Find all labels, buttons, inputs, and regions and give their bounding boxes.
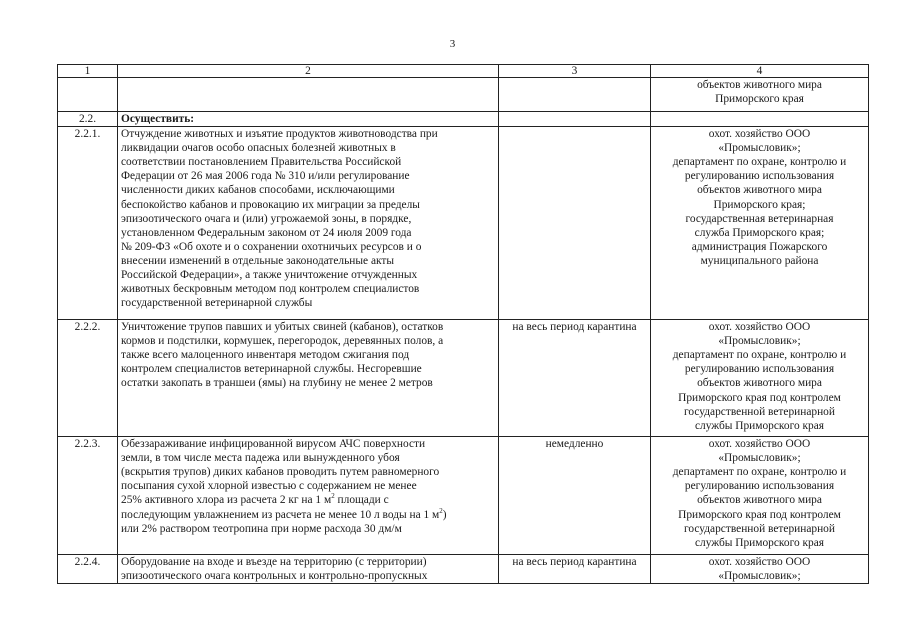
measures-table <box>57 64 869 584</box>
row-text <box>118 78 499 112</box>
table-row <box>58 78 869 112</box>
row-text: Уничтожение трупов павших и убитых свиней (кабанов), остатков кормов и подстилки, кормушек, перегородок, деревянных полов, а также всего малоценного инвентаря методом сжигания под контролем специалистов ветеринарной службы. Несгоревшие остатки закопать в траншеи (ямы) на глубину не менее 2 метров <box>118 320 499 437</box>
header-col-2: 2 <box>118 65 499 78</box>
table-row <box>58 437 869 555</box>
table-header-row <box>58 65 869 78</box>
page-number: 3 <box>449 38 456 50</box>
row-number: 2.2. <box>58 112 118 127</box>
row-period <box>499 127 651 320</box>
row-text-line: или 2% раствором теотропина при норме расхода 30 дм/м <box>121 522 402 535</box>
row-period <box>499 112 651 127</box>
text-fragment: площади с <box>334 494 389 507</box>
row-number: 2.2.4. <box>58 555 118 584</box>
table-row <box>58 320 869 437</box>
row-period: немедленно <box>499 437 651 555</box>
row-text: Оборудование на входе и въезде на территорию (с территории) эпизоотического очага контрольных и контрольно-пропускных <box>118 555 499 584</box>
row-text-line: земли, в том числе места падежа или вынужденного убоя <box>121 452 400 465</box>
row-text: Отчуждение животных и изъятие продуктов животноводства при ликвидации очагов особо опасных болезней животных в соответствии постановлением Правительства Российской Федерации от 26 мая 2006 года № 310 и/или регулирование численности диких кабанов способами, исключающими беспокойство кабанов и провокацию их миграции за пределы эпизоотического очага и (или) угрожаемой зоны, в порядке, установленном Федеральным законом от 24 июля 2009 года № 209-ФЗ «Об охоте и о сохранении охотничьих ресурсов и о внесении изменений в отдельные законодательные акты Российской Федерации», а также уничтожение отчужденных животных бескровным методом под контролем специалистов государственной ветеринарной службы <box>118 127 499 320</box>
table-row <box>58 112 869 127</box>
row-period: на весь период карантина <box>499 320 651 437</box>
row-responsible: охот. хозяйство ООО «Промысловик»; департамент по охране, контролю и регулированию использования объектов животного мира Приморского края под контролем государственной ветеринарной службы Приморского края <box>651 320 869 437</box>
table-row <box>58 127 869 320</box>
row-period <box>499 78 651 112</box>
row-responsible: охот. хозяйство ООО «Промысловик»; департамент по охране, контролю и регулированию использования объектов животного мира Приморского края; государственная ветеринарная служба Приморского края; администрация Пожарского муниципального района <box>651 127 869 320</box>
row-text-line <box>121 508 495 522</box>
header-col-4: 4 <box>651 65 869 78</box>
row-text-line <box>121 493 495 507</box>
row-text: Осуществить: <box>118 112 499 127</box>
header-col-1: 1 <box>58 65 118 78</box>
row-responsible: охот. хозяйство ООО «Промысловик»; департамент по охране, контролю и регулированию использования объектов животного мира Приморского края под контролем государственной ветеринарной службы Приморского края <box>651 437 869 555</box>
row-number <box>58 78 118 112</box>
text-fragment: последующим увлажнением из расчета не менее 10 л воды на 1 м <box>121 508 440 521</box>
row-number: 2.2.3. <box>58 437 118 555</box>
header-col-3: 3 <box>499 65 651 78</box>
row-responsible: объектов животного мира Приморского края <box>651 78 869 112</box>
row-number: 2.2.2. <box>58 320 118 437</box>
row-responsible <box>651 112 869 127</box>
text-fragment: 25% активного хлора из расчета 2 кг на 1 м <box>121 494 332 507</box>
row-number: 2.2.1. <box>58 127 118 320</box>
superscript: 2 <box>439 506 443 515</box>
row-text-line: Обеззараживание инфицированной вирусом АЧС поверхности <box>121 438 426 451</box>
row-responsible: охот. хозяйство ООО «Промысловик»; <box>651 555 869 584</box>
row-text <box>118 437 499 555</box>
text-fragment: ) <box>442 508 447 521</box>
table-row <box>58 555 869 584</box>
row-text-line: (вскрытия трупов) диких кабанов проводить путем равномерного <box>121 466 440 479</box>
superscript: 2 <box>331 492 335 501</box>
row-text-line: посыпания сухой хлорной известью с содержанием не менее <box>121 480 417 493</box>
row-period: на весь период карантина <box>499 555 651 584</box>
